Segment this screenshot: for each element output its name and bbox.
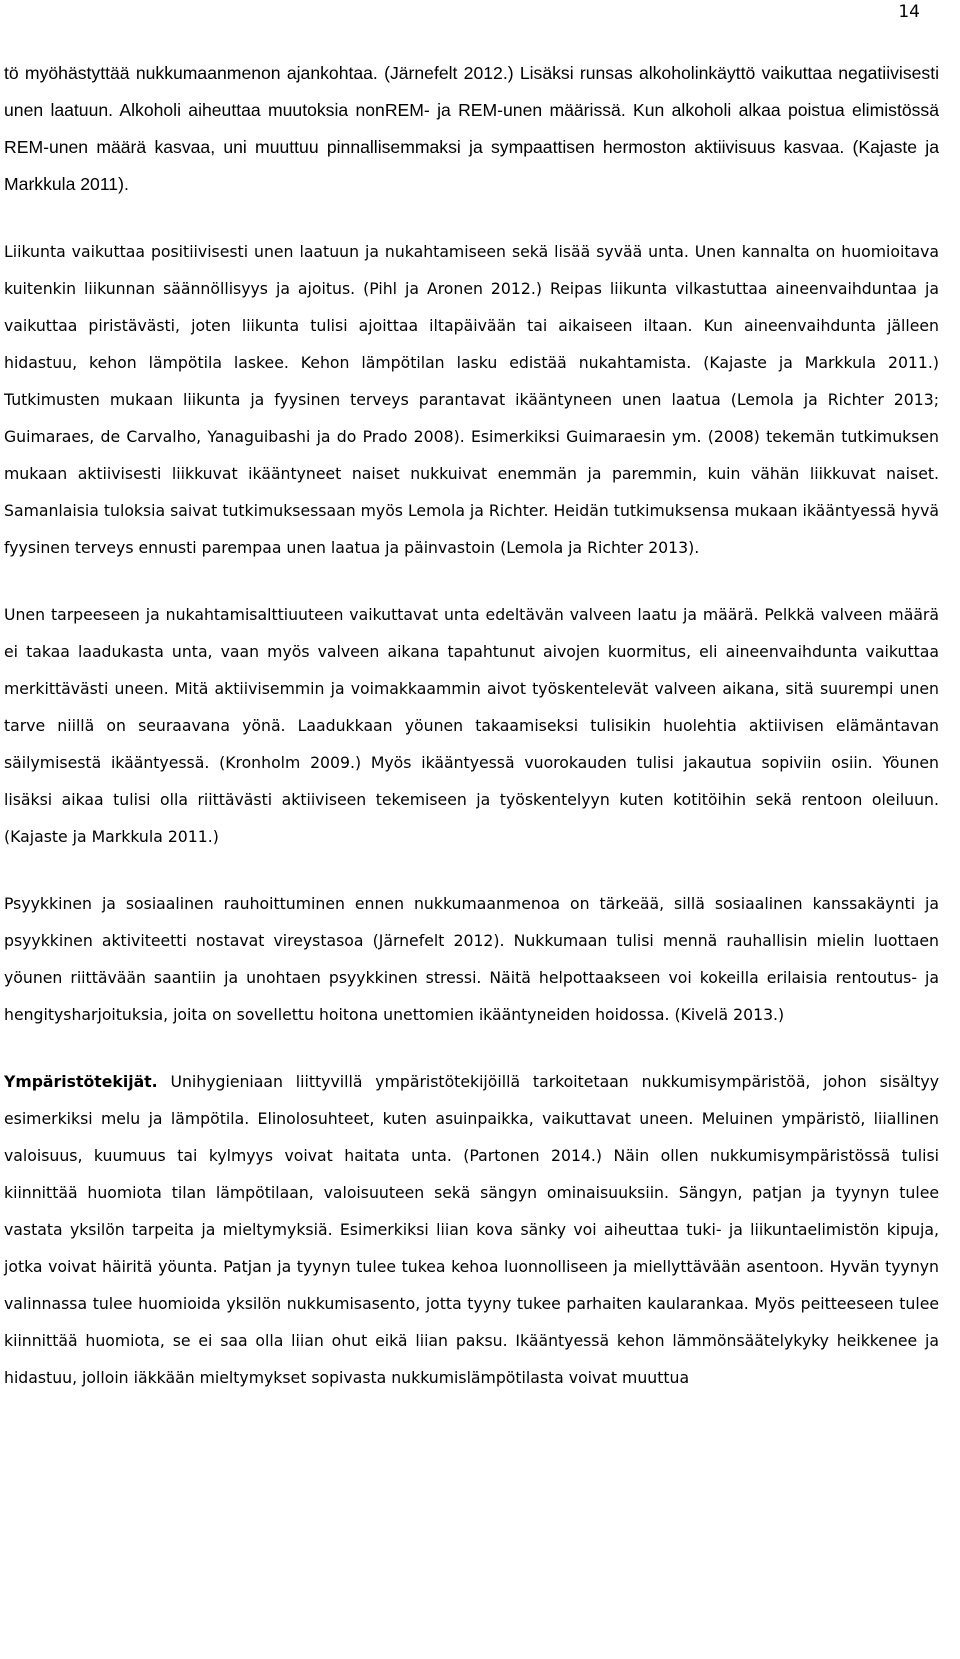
page-number: 14 [898, 2, 920, 22]
paragraph-lead-heading: Ympäristötekijät. [4, 1072, 158, 1091]
paragraph-environment-text: Unihygieniaan liittyvillä ympäristötekijöillä tarkoitetaan nukkumisympäristöä, johon sisältyy esimerkiksi melu ja lämpötila. Elinolosuhteet, kuten asuinpaikka, vaikuttavat uneen. Meluinen ympäristö, liiallinen valoisuus, kuumuus tai kylmyys voivat haitata unta. (Partonen 2014.) Näin ollen nukkumisympäristössä tulisi kiinnittää huomiota tilan lämpötilaan, valoisuuteen sekä sängyn ominaisuuksiin. Sängyn, patjan ja tyynyn tulee vastata yksilön tarpeita ja mieltymyksiä. Esimerkiksi liian kova sänky voi aiheuttaa tuki- ja liikuntaelimistön kipuja, jotka voivat häiritä yöunta. Patjan ja tyynyn tulee tukea kehoa luonnolliseen ja miellyttävään asentoon. Hyvän tyynyn valinnassa tulee huomioida yksilön nukkumisasento, jotta tyyny tukee parhaiten kaularankaa. Myös peitteeseen tulee kiinnittää huomiota, se ei saa olla liian ohut eikä liian paksu. Ikääntyessä kehon lämmönsäätelykyky heikkenee ja hidastuu, jolloin iäkkään mieltymykset sopivasta nukkumislämpötilasta voivat muuttua [4, 1072, 939, 1387]
paragraph-environment [4, 1063, 939, 1396]
document-body [4, 55, 939, 1396]
paragraph-exercise: Liikunta vaikuttaa positiivisesti unen laatuun ja nukahtamiseen sekä lisää syvää unta. Unen kannalta on huomioitava kuitenkin liikunnan säännöllisyys ja ajoitus. (Pihl ja Aronen 2012.) Reipas liikunta vilkastuttaa aineenvaihduntaa ja vaikuttaa piristävästi, joten liikunta tulisi ajoittaa iltapäivään tai aikaiseen iltaan. Kun aineenvaihdunta jälleen hidastuu, kehon lämpötila laskee. Kehon lämpötilan lasku edistää nukahtamista. (Kajaste ja Markkula 2011.) Tutkimusten mukaan liikunta ja fyysinen terveys parantavat ikääntyneen unen laatua (Lemola ja Richter 2013; Guimaraes, de Carvalho, Yanaguibashi ja do Prado 2008). Esimerkiksi Guimaraesin ym. (2008) tekemän tutkimuksen mukaan aktiivisesti liikkuvat ikääntyneet naiset nukkuivat enemmän ja paremmin, kuin vähän liikkuvat naiset. Samanlaisia tuloksia saivat tutkimuksessaan myös Lemola ja Richter. Heidän tutkimuksensa mukaan ikääntyessä hyvä fyysinen terveys ennusti parempaa unen laatua ja päinvastoin (Lemola ja Richter 2013). [4, 242, 940, 557]
paragraph-wakefulness: Unen tarpeeseen ja nukahtamisalttiuuteen vaikuttavat unta edeltävän valveen laatu ja määrä. Pelkkä valveen määrä ei takaa laadukasta unta, vaan myös valveen aikana tapahtunut aivojen kuormitus, eli aineenvaihdunta vaikuttaa merkittävästi uneen. Mitä aktiivisemmin ja voimakkaammin aivot työskentelevät valveen aikana, sitä suurempi unen tarve niillä on seuraavana yönä. Laadukkaan yöunen takaamiseksi tulisikin huolehtia aktiivisen elämäntavan säilymisestä ikääntyessä. (Kronholm 2009.) Myös ikääntyessä vuorokauden tulisi jakautua sopiviin osiin. Yöunen lisäksi aikaa tulisi olla riittävästi aktiiviseen tekemiseen ja työskentelyyn kuten kotitöihin sekä rentoon oleiluun. (Kajaste ja Markkula 2011.) [4, 605, 939, 846]
paragraph-relaxation: Psyykkinen ja sosiaalinen rauhoittuminen ennen nukkumaanmenoa on tärkeää, sillä sosiaalinen kanssakäynti ja psyykkinen aktiviteetti nostavat vireystasoa (Järnefelt 2012). Nukkumaan tulisi mennä rauhallisin mielin luottaen yöunen riittävään saantiin ja unohtaen psyykkinen stressi. Näitä helpottaakseen voi kokeilla erilaisia rentoutus- ja hengitysharjoituksia, joita on sovellettu hoitona unettomien ikääntyneiden hoidossa. (Kivelä 2013.) [4, 894, 939, 1024]
paragraph-alcohol: tö myöhästyttää nukkumaanmenon ajankohtaa. (Järnefelt 2012.) Lisäksi runsas alkoholinkäyttö vaikuttaa negatiivisesti unen laatuun. Alkoholi aiheuttaa muutoksia nonREM- ja REM-unen määrissä. Kun alkoholi alkaa poistua elimistössä REM-unen määrä kasvaa, uni muuttuu pinnallisemmaksi ja sympaattisen hermoston aktiivisuus kasvaa. (Kajaste ja Markkula 2011). [4, 63, 939, 194]
